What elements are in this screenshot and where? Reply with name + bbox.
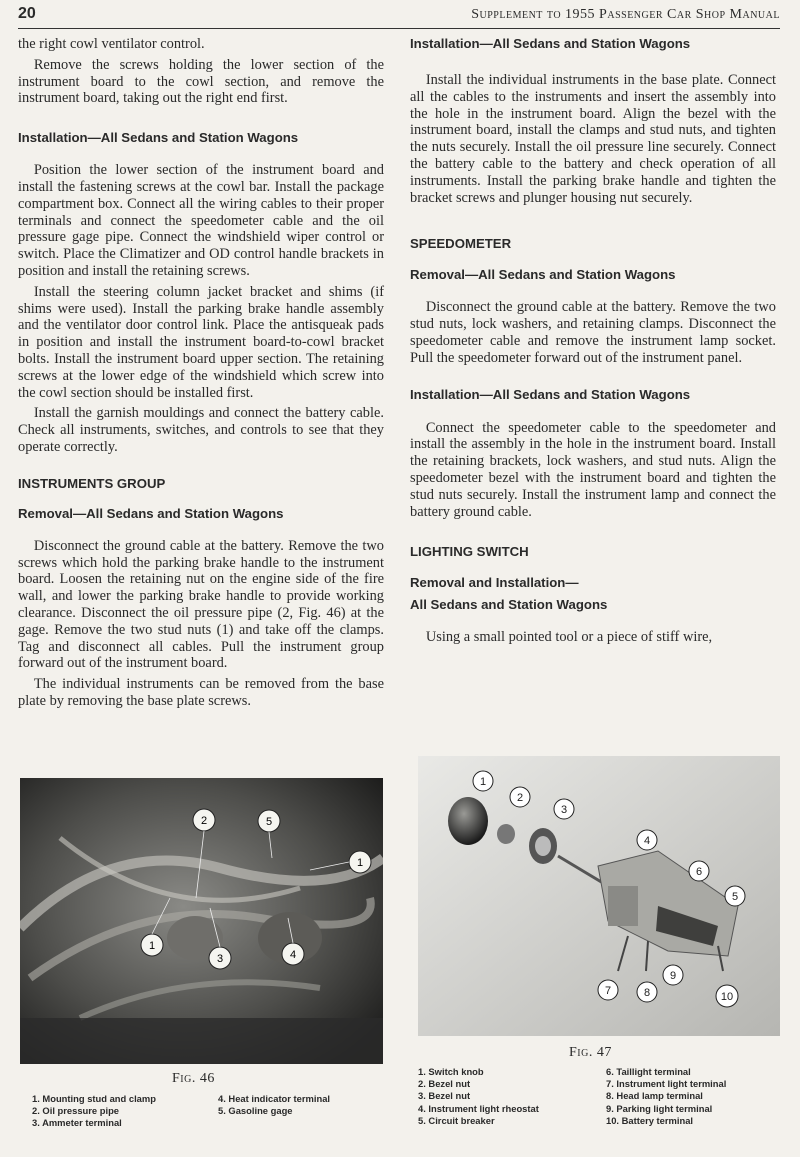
svg-text:3: 3 <box>560 804 568 816</box>
section-subheading: All Sedans and Station Wagons <box>410 597 608 613</box>
svg-text:4: 4 <box>289 949 297 961</box>
section-subheading: Removal and Installation— <box>410 575 579 591</box>
legend-item: 5. Gasoline gage <box>218 1105 293 1117</box>
section-heading: INSTRUMENTS GROUP <box>18 475 166 491</box>
callout-1-left <box>141 934 163 956</box>
section-subheading: Removal—All Sedans and Station Wagons <box>18 505 284 521</box>
callout-10 <box>716 985 738 1007</box>
paragraph: the right cowl ventilator control. <box>18 36 205 52</box>
figure-47-legend-right <box>606 1066 726 1127</box>
callout-5 <box>282 943 304 965</box>
callout-5 <box>725 886 745 906</box>
callout-1 <box>473 771 493 791</box>
svg-text:1: 1 <box>356 857 364 869</box>
right-column <box>410 36 776 650</box>
callout-4 <box>258 810 280 832</box>
paragraph: Install the individual instruments in the base plate. Connect all the cables to the instruments and insert the assembly into the hole in the instrument board. Align the bezel with the instrument board, install the clamps and stud nuts, and tighten the nuts securely. Install the oil pressure line securely. Connect the battery cable to the battery and check operation of all instruments. Install the parking brake handle and tighten the bracket screws and plunger housing nut securely. <box>410 72 776 206</box>
running-title: Supplement to 1955 Passenger Car Shop Manual <box>471 7 780 22</box>
figure-46-caption: Fig. 46 <box>172 1071 215 1086</box>
figure-46-legend-right <box>218 1093 330 1117</box>
left-column <box>18 36 384 714</box>
svg-text:9: 9 <box>669 970 677 982</box>
section-subheading: Installation—All Sedans and Station Wagons <box>410 36 691 51</box>
paragraph: Disconnect the ground cable at the battery. Remove the two stud nuts, lock washers, and retaining clamps. Disconnect the speedometer cable and remove the instrument lamp socket. Pull the speedometer forward out of the instrument panel. <box>410 299 776 366</box>
callout-6 <box>689 861 709 881</box>
page-header <box>18 2 780 29</box>
svg-text:4: 4 <box>643 835 651 847</box>
section-subheading: Installation—All Sedans and Station Wagons <box>410 386 691 402</box>
paragraph: Remove the screws holding the lower section of the instrument board to the cowl section, and remove the instrument board, taking out the right end first. <box>18 56 384 107</box>
paragraph: The individual instruments can be removed from the base plate by removing the base plate screws. <box>18 676 384 709</box>
paragraph: Using a small pointed tool or a piece of stiff wire, <box>425 629 713 646</box>
callout-7 <box>598 980 618 1000</box>
figure-47-callouts <box>418 756 780 1036</box>
callout-4 <box>637 830 657 850</box>
legend-item: 1. Mounting stud and clamp <box>32 1093 156 1104</box>
paragraph: Disconnect the ground cable at the battery. Remove the two screws which hold the parking brake handle to the instrument board. Loosen the retaining nut on the engine side of the fire wall, and lower the parking brake handle to provide working clearance. Disconnect the oil pressure pipe (2, Fig. 46) at the gage. Remove the two stud nuts (1) and take off the clamps. Tag and disconnect all cables. Pull the instrument group forward out of the instrument board. <box>18 537 384 672</box>
svg-text:1: 1 <box>479 776 487 788</box>
svg-text:10: 10 <box>720 991 734 1003</box>
paragraph: Install the garnish mouldings and connect the battery cable. Check all instruments, switches, and controls to see that they operate correctly. <box>18 405 384 455</box>
svg-text:3: 3 <box>216 953 224 965</box>
paragraph: Install the steering column jacket bracket and shims (if shims were used). Install the parking brake handle assembly and the ventilator door control link. Place the antisqueak pads in position and install the instrument board-to-cowl bracket bolts. Install the instrument board upper section. The retaining screws at the lower edge of the windshield which screw into the cowl section should be installed first. <box>18 283 384 401</box>
legend-item: 3. Bezel nut <box>418 1090 471 1102</box>
callout-1-right <box>349 851 371 873</box>
callout-8 <box>637 982 657 1002</box>
callout-3 <box>554 799 574 819</box>
section-subheading: Installation—All Sedans and Station Wagons <box>18 130 299 146</box>
paragraph: Connect the speedometer cable to the speedometer and install the assembly in the hole in the instrument board. Install the retaining brackets, lock washers, and stud nuts. Align the speedometer bezel with the instrument board and tighten the stud nuts securely. Install the instrument lamp and connect the battery ground cable. <box>410 419 776 520</box>
svg-text:5: 5 <box>265 816 273 828</box>
legend-item: 6. Taillight terminal <box>606 1066 691 1077</box>
svg-text:2: 2 <box>516 792 524 804</box>
section-heading: LIGHTING SWITCH <box>410 544 529 560</box>
legend-item: 7. Instrument light terminal <box>606 1078 727 1090</box>
svg-text:8: 8 <box>643 987 651 999</box>
figure-47-caption: Fig. 47 <box>569 1045 612 1060</box>
svg-text:2: 2 <box>200 815 208 827</box>
legend-item: 4. Instrument light rheostat <box>418 1102 539 1114</box>
svg-text:6: 6 <box>695 866 703 878</box>
figure-47-legend-left <box>418 1066 539 1127</box>
svg-text:1: 1 <box>148 940 156 952</box>
legend-item: 4. Heat indicator terminal <box>218 1093 331 1104</box>
legend-item: 2. Oil pressure pipe <box>32 1105 120 1117</box>
paragraph: Position the lower section of the instrument board and install the fastening screws at the cowl bar. Install the package compartment box. Connect all the wiring cables to their proper terminals and connect the speedometer cable and the oil pressure gage pipe. Connect the windshield wiper control or switch. Place the Climatizer and OD control handle brackets in position and install the retaining screws. <box>18 162 384 279</box>
section-subheading: Removal—All Sedans and Station Wagons <box>410 267 676 283</box>
legend-item: 5. Circuit breaker <box>418 1114 495 1126</box>
callout-2 <box>193 809 215 831</box>
section-heading: SPEEDOMETER <box>410 236 512 252</box>
legend-item: 8. Head lamp terminal <box>606 1090 703 1102</box>
callout-3 <box>209 947 231 969</box>
callout-9 <box>663 965 683 985</box>
figure-46-callouts <box>20 778 383 1064</box>
figure-46-legend-left <box>32 1093 156 1130</box>
legend-item: 1. Switch knob <box>418 1066 484 1077</box>
legend-item: 2. Bezel nut <box>418 1078 471 1090</box>
legend-item: 10. Battery terminal <box>606 1114 694 1126</box>
legend-item: 3. Ammeter terminal <box>32 1117 122 1129</box>
svg-text:5: 5 <box>731 891 739 903</box>
page-number: 20 <box>18 5 36 22</box>
callout-2 <box>510 787 530 807</box>
legend-item: 9. Parking light terminal <box>606 1102 713 1114</box>
svg-text:7: 7 <box>604 985 612 997</box>
